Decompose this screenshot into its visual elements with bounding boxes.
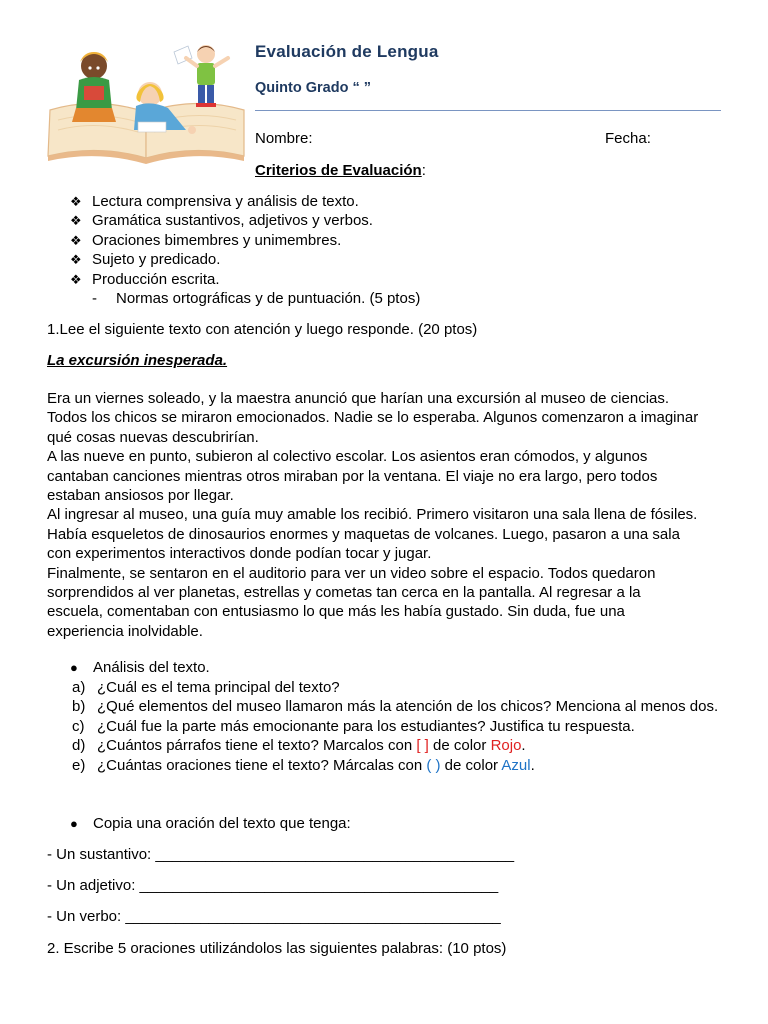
question-1: 1.Lee el siguiente texto con atención y luego responde. (20 ptos) xyxy=(47,321,478,338)
name-label: Nombre: xyxy=(255,130,313,147)
story-text xyxy=(47,389,737,641)
story-line: Era un viernes soleado, y la maestra anunció que harían una excursión al museo de ciencias. xyxy=(47,390,670,407)
blue-paren-mark: ( ) xyxy=(426,756,441,774)
date-label: Fecha: xyxy=(605,130,651,147)
story-line: con experimentos interactivos donde podían tocar y jugar. xyxy=(47,545,432,563)
list-item: ❖ Producción escrita. xyxy=(70,270,220,288)
question-text: ¿Cuántas oraciones tiene el texto? Márcalas con ( ) de color Azul. xyxy=(97,756,535,774)
bullet-icon: ● xyxy=(70,660,78,675)
story-line: Finalmente, se sentaron en el auditorio para ver un video sobre el espacio. Todos quedaron xyxy=(47,564,656,582)
list-item xyxy=(47,736,721,755)
children-reading-illustration xyxy=(46,40,246,164)
list-item: ❖ Sujeto y predicado. xyxy=(70,251,221,269)
criteria-list xyxy=(70,192,373,289)
criteria-title xyxy=(255,161,426,180)
list-item xyxy=(47,717,721,736)
criteria-title-text: Criterios de Evaluación xyxy=(255,162,422,179)
question-text: ¿Cuál fue la parte más emocionante para los estudiantes? Justifica tu respuesta. xyxy=(97,717,635,735)
list-item xyxy=(47,678,721,697)
list-item xyxy=(47,697,721,716)
diamond-star-icon: ❖ xyxy=(70,232,82,248)
question-letter: d) xyxy=(72,737,86,755)
list-item: ❖ Oraciones bimembres y unimembres. xyxy=(70,231,342,249)
question-text: ¿Qué elementos del museo llamaron más la atención de los chicos? Menciona al menos dos. xyxy=(97,698,719,716)
noun-answer-line[interactable]: - Un sustantivo: ___________________________________________ xyxy=(47,846,515,863)
list-item xyxy=(47,756,721,775)
story-line: escuela, comentaban con entusiasmo lo que más les había gustado. Sin duda, fue una xyxy=(47,603,625,621)
analysis-heading: ● Análisis del texto. xyxy=(70,659,210,676)
verb-answer-line[interactable]: - Un verbo: _____________________________________________ xyxy=(47,908,501,925)
blue-color-word: Azul xyxy=(501,756,531,774)
story-line: qué cosas nuevas descubrirían. xyxy=(47,428,259,446)
bullet-icon: ● xyxy=(70,816,78,831)
header-divider xyxy=(255,110,721,111)
story-title: La excursión inesperada. xyxy=(47,352,228,369)
question-letter: e) xyxy=(72,756,86,774)
criteria-sub-item: - Normas ortográficas y de puntuación. (5 ptos) xyxy=(92,290,421,307)
story-line: cantaban canciones mientras otros miraban por la ventana. El viaje no era largo, pero todos xyxy=(47,467,658,485)
list-item: ❖ Gramática sustantivos, adjetivos y verbos. xyxy=(70,212,373,230)
diamond-star-icon: ❖ xyxy=(70,213,82,229)
question-2: 2. Escribe 5 oraciones utilizándolos las siguientes palabras: (10 ptos) xyxy=(47,940,507,957)
analysis-questions xyxy=(47,678,721,775)
question-letter: b) xyxy=(72,698,86,716)
list-item: ❖ Lectura comprensiva y análisis de texto. xyxy=(70,193,359,210)
adjective-answer-line[interactable]: - Un adjetivo: ___________________________________________ xyxy=(47,877,499,894)
question-letter: c) xyxy=(72,717,85,735)
question-text: ¿Cuántos párrafos tiene el texto? Marcalos con [ ] de color Rojo. xyxy=(97,737,526,755)
story-line: Todos los chicos se miraron emocionados. Nadie se lo esperaba. Algunos comenzaron a imaginar xyxy=(47,409,699,427)
story-line: Al ingresar al museo, una guía muy amable los recibió. Primero visitaron una sala llena de fósiles. xyxy=(47,506,698,524)
criteria-title-colon: : xyxy=(421,162,426,179)
red-bracket-mark: [ ] xyxy=(416,737,429,755)
red-color-word: Rojo xyxy=(490,737,522,755)
document-title: Evaluación de Lengua xyxy=(255,42,439,61)
dash-icon: - xyxy=(92,290,97,307)
diamond-star-icon: ❖ xyxy=(70,271,82,287)
grade-label: Quinto Grado “ ” xyxy=(255,80,371,96)
story-line: sorprendidos al ver planetas, estrellas y cometas tan cerca en la pantalla. Al regresar a la xyxy=(47,584,641,602)
story-line: A las nueve en punto, subieron al colectivo escolar. Los asientos eran cómodos, y algunos xyxy=(47,448,648,466)
diamond-star-icon: ❖ xyxy=(70,252,82,268)
question-text: ¿Cuál es el tema principal del texto? xyxy=(97,679,340,696)
question-letter: a) xyxy=(72,679,86,696)
copy-heading: ● Copia una oración del texto que tenga: xyxy=(70,815,351,832)
story-line: Había esqueletos de dinosaurios enormes y maquetas de volcanes. Luego, pasaron a una sala xyxy=(47,525,680,543)
story-line: estaban ansiosos por llegar. xyxy=(47,487,234,505)
story-line: experiencia inolvidable. xyxy=(47,622,203,640)
diamond-star-icon: ❖ xyxy=(70,194,82,209)
